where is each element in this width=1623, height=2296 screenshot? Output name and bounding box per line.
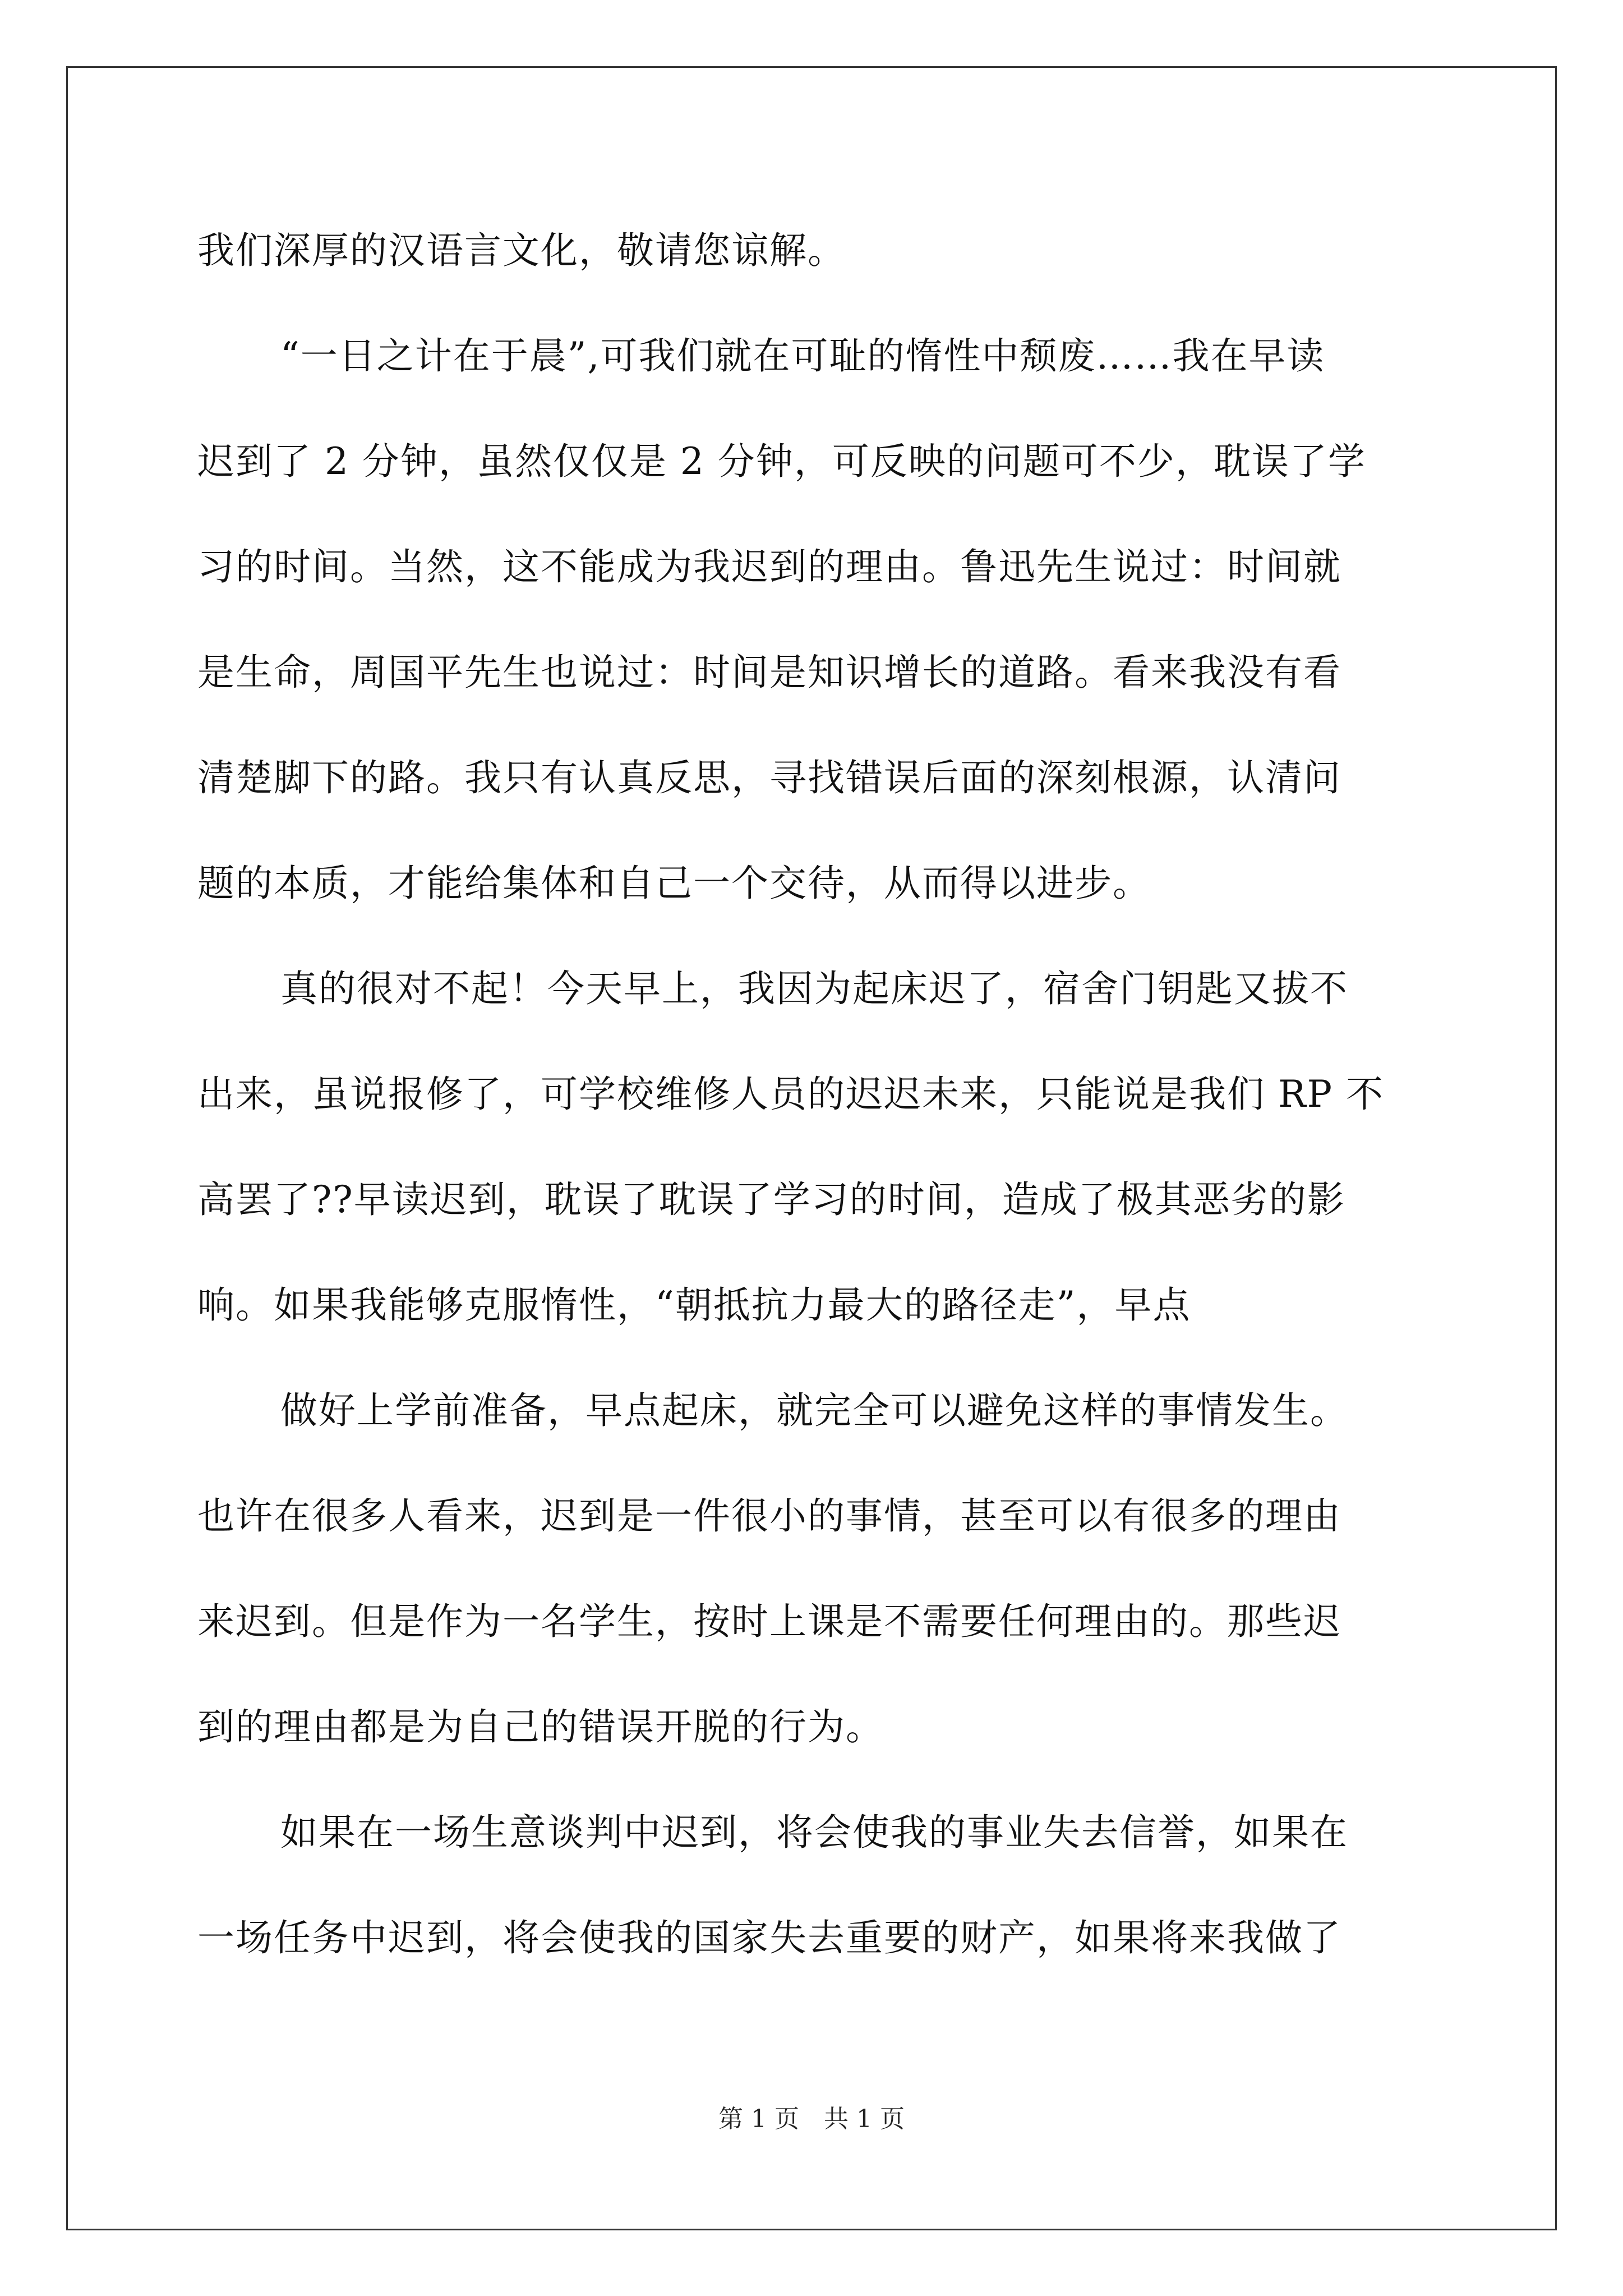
text-line: 到的理由都是为自己的错误开脱的行为。 [197,1705,884,1749]
text-line: 做好上学前准备，早点起床，就完全可以避免这样的事情发生。 [280,1389,1348,1432]
text-line: “一日之计在于晨”,可我们就在可耻的惰性中颓废……我在早读 [280,334,1325,378]
text-line: 习的时间。当然，这不能成为我迟到的理由。鲁迅先生说过：时间就 [197,545,1341,588]
text-line: 出来，虽说报修了，可学校维修人员的迟迟未来，只能说是我们 RP 不 [197,1073,1385,1116]
text-line: 响。如果我能够克服惰性，“朝抵抗力最大的路径走”，早点 [197,1283,1191,1327]
text-line: 也许在很多人看来，迟到是一件很小的事情，甚至可以有很多的理由 [197,1494,1341,1538]
text-line: 我们深厚的汉语言文化，敬请您谅解。 [197,229,846,272]
document-body [197,209,1431,2001]
text-line: 高罢了??早读迟到，耽误了耽误了学习的时间，造成了极其恶劣的影 [197,1178,1345,1221]
text-line: 来迟到。但是作为一名学生，按时上课是不需要任何理由的。那些迟 [197,1600,1341,1643]
text-line: 如果在一场生意谈判中迟到，将会使我的事业失去信誉，如果在 [280,1811,1348,1854]
text-line: 题的本质，才能给集体和自己一个交待，从而得以进步。 [197,862,1151,905]
text-line: 迟到了 2 分钟，虽然仅仅是 2 分钟，可反映的问题可不少，耽误了学 [197,440,1366,483]
text-line: 是生命，周国平先生也说过：时间是知识增长的道路。看来我没有看 [197,651,1341,694]
text-line: 真的很对不起！今天早上，我因为起床迟了，宿舍门钥匙又拔不 [280,967,1348,1010]
text-line: 清楚脚下的路。我只有认真反思，寻找错误后面的深刻根源，认清问 [197,756,1341,799]
page-footer: 第 1 页 共 1 页 [718,2105,905,2133]
text-line: 一场任务中迟到，将会使我的国家失去重要的财产，如果将来我做了 [197,1916,1341,1959]
